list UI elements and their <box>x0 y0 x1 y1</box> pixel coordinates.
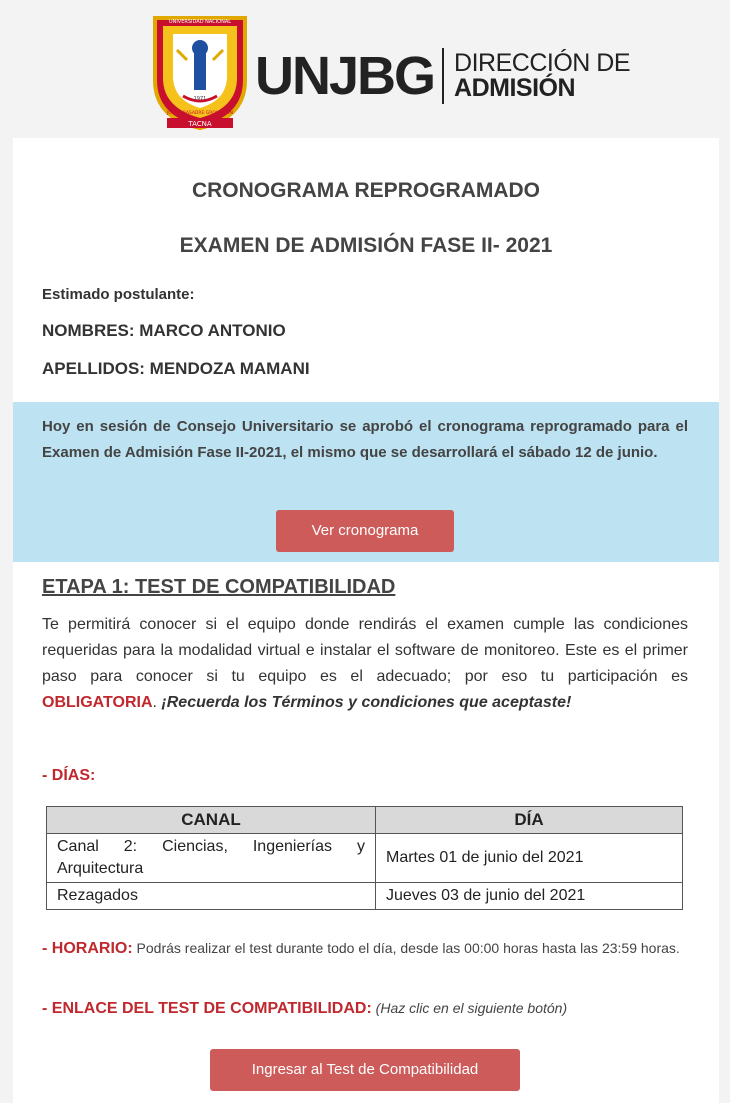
title-line1: CRONOGRAMA REPROGRAMADO <box>191 179 541 202</box>
university-seal-logo <box>147 10 253 132</box>
table-header-row <box>47 807 683 834</box>
enter-compatibility-test-button[interactable]: Ingresar al Test de Compatibilidad <box>210 1049 520 1091</box>
notice-text: Hoy en sesión de Consejo Universitario se aprobó el cronograma reprogramado para el Examen de Admisión Fase II-2021, el mismo que se desarrollará el sábado 12 de junio. <box>42 418 688 461</box>
table-row <box>47 883 683 910</box>
test-link-info <box>42 1000 567 1018</box>
brand-divider <box>442 48 444 104</box>
title-line2: EXAMEN DE ADMISIÓN FASE II- 2021 <box>179 234 553 257</box>
test-link-hint: (Haz clic en el siguiente botón) <box>375 1000 568 1016</box>
seal-year: 1971 <box>193 96 207 102</box>
days-label: - DÍAS: <box>42 767 96 784</box>
brand-lockup <box>255 48 630 104</box>
applicant-surnames: APELLIDOS: MENDOZA MAMANI <box>42 359 310 378</box>
stage-description <box>42 612 688 716</box>
test-link-label: - ENLACE DEL TEST DE COMPATIBILIDAD: <box>42 1000 372 1017</box>
schedule-info <box>42 935 692 962</box>
email-header <box>0 0 730 138</box>
brand-name: UNJBG <box>255 46 435 106</box>
terms-reminder: ¡Recuerda los Términos y condiciones que aceptaste! <box>161 694 572 711</box>
brand-subtitle-line2: ADMISIÓN <box>454 74 576 102</box>
notice-banner <box>13 402 719 562</box>
schedule-label: - HORARIO: <box>42 940 133 957</box>
seal-side-text: JORGE BASADRE GROHMANN <box>166 111 234 116</box>
brand-subtitle-line1: DIRECCIÓN DE <box>454 49 630 77</box>
stage-title: ETAPA 1: TEST DE COMPATIBILIDAD <box>42 576 396 598</box>
seal-top-text: UNIVERSIDAD NACIONAL <box>168 19 232 25</box>
canal-cell: Canal 2: Ciencias, Ingenierías y Arquitectura <box>47 834 376 883</box>
stage-desc-part2: . <box>152 694 162 711</box>
seal-city: TACNA <box>188 120 212 128</box>
column-header-canal: CANAL <box>47 807 376 834</box>
days-table <box>46 806 683 910</box>
email-card <box>13 138 719 1103</box>
brand-subtitle <box>454 51 630 101</box>
table-row <box>47 834 683 883</box>
schedule-text: Podrás realizar el test durante todo el día, desde las 00:00 horas hasta las 23:59 horas. <box>136 940 680 956</box>
column-header-dia: DÍA <box>376 807 683 834</box>
greeting: Estimado postulante: <box>42 286 195 303</box>
view-schedule-button[interactable]: Ver cronograma <box>276 510 454 552</box>
canal-cell: Rezagados <box>47 883 376 910</box>
stage-desc-part1: Te permitirá conocer si el equipo donde rendirás el examen cumple las condiciones requeridas para la modalidad virtual e instalar el software de monitoreo. Este es el primer paso para conocer si tu equipo es el adecuado; por eso tu participación es <box>42 616 688 685</box>
applicant-names: NOMBRES: MARCO ANTONIO <box>42 321 286 340</box>
dia-cell: Martes 01 de junio del 2021 <box>376 834 683 883</box>
mandatory-emphasis: OBLIGATORIA <box>42 694 153 711</box>
dia-cell: Jueves 03 de junio del 2021 <box>376 883 683 910</box>
